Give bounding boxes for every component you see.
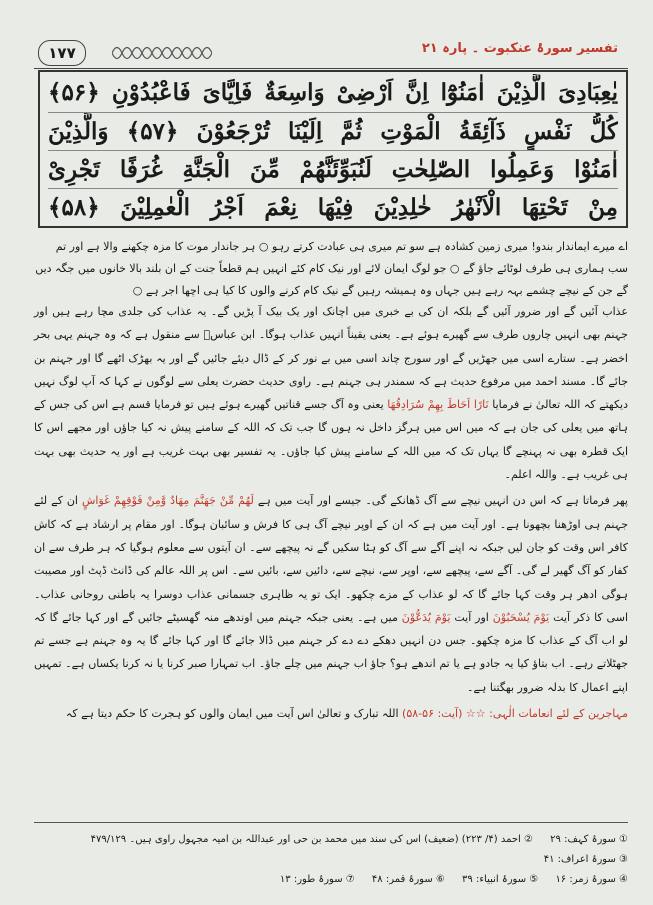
ayah-line: مِنْ تَحْتِهَا الْاَنْهٰرُ خٰلِدِیْنَ فِیْهَا نِعْمَ اَجْرُ الْعٰمِلِیْنَ ﴿۵۸﴾ (48, 188, 618, 227)
ayah-line: اٰمَنُوْا وَعَمِلُوا الصّٰلِحٰتِ لَنُبَوِّئَنَّهُمْ مِّنَ الْجَنَّةِ غُرَفًا تَجْرِیْ (48, 150, 618, 189)
footnote: ③ سورۂ اعراف: ۴۱ (543, 854, 628, 865)
page-number: ۱۷۷ (38, 40, 86, 66)
footnote: ⑤ سورۂ انبیاء: ۳۹ (462, 874, 539, 885)
commentary-paragraph (34, 702, 628, 725)
commentary-text: اور آیت (454, 610, 489, 624)
commentary-text: اللہ تبارک و تعالیٰ اس آیت میں ایمان والوں کو ہجرت کا حکم دیتا ہے کہ (65, 707, 399, 721)
footnote: ⑥ سورۂ قمر: ۴۸ (371, 874, 445, 885)
decorative-border (112, 42, 212, 64)
running-title: تفسیر سورۂ عنکبوت ۔ پارہ ۲۱ (421, 41, 618, 56)
commentary-text: میں ہے۔ یعنی جبکہ جہنم میں اوندھے منہ گھسیٹے جائیں گے اور کہا جائے گا کہ لو اب آگ کے عذاب کا مزہ چکھو۔ جس دن انہیں دھکے دے دے کر جہنم میں ڈالا جائے گا اور کہا جائے گا یہ وہ جہنم ہے جسے تم جھٹلاتے رہے۔ اب بتاؤ کیا یہ جادو ہے یا تم اندھے ہو؟ جاؤ اب جہنم میں چلے جاؤ۔ اب تمہارا صبر کرنا یا نہ کرنا یکساں ہے۔ تمہیں اپنے اعمال کا بدلہ ضرور بھگتنا ہے۔ (34, 610, 628, 694)
footnote-divider (34, 822, 628, 823)
commentary-text: یعنی وہ آگ جسے قناتیں گھیرے ہوئے ہیں تو فرمایا قسم ہے اس کی جس کے ہاتھ میں یعلی کی جان ہے کہ میں اس میں ہرگز داخل نہ ہوں گا جب تک کہ اللہ کے سامنے پیش نہ کیا جاؤں اور مجھے اس کا ایک قطرہ بھی نہ پہنچے گا یہاں تک کہ میں اللہ کے سامنے پیش کیا جاؤں۔ یہ تفسیر بھی بہت غریب ہے اور یہ حدیث بھی بہت ہی غریب ہے۔ واللہ اعلم۔ (34, 398, 628, 482)
quranic-quote: نَارًا اَحَاطَ بِهِمْ سُرَادِقُهَا (387, 398, 489, 412)
commentary-paragraph (34, 300, 628, 486)
footnote-line (34, 870, 628, 890)
footnotes (34, 830, 628, 890)
footnote: ① سورۂ کہف: ۲۹ (550, 834, 628, 845)
verse-translation: اے میرے ایماندار بندو! میری زمین کشادہ ہے سو تم میری ہی عبادت کرتے رہو ○ ہر جاندار موت کا مزہ چکھنے والا ہے اور تم سب ہماری ہی طرف لوٹائے جاؤ گے ○ جو لوگ ایمان لائے اور نیک کام کئے انہیں ہم قطعاً جنت کے ان بلند بالا خانوں میں جگہ دیں گے جن کے نیچے چشمے بہہ رہے ہیں جہاں وہ ہمیشہ رہیں گے نیک کام کرنے والوں کا کیا ہی اچھا اجر ہے ○ (35, 240, 628, 297)
running-header (34, 38, 628, 69)
commentary-body (34, 300, 628, 728)
footnote: ④ سورۂ زمر: ۱۶ (555, 874, 628, 885)
quranic-quote: یَوْمَ یُدَعُّوْنَ (401, 610, 451, 624)
commentary-text: عذاب آئیں گے اور ضرور آئیں گے بلکہ ان کی بے خبری میں اچانک اور یک بیک آ پڑیں گے۔ یہ عذاب کی جلدی مچا رہے ہیں اور جہنم بھی انہیں چاروں طرف سے گھیرے ہوئے ہے۔ یعنی یقیناً انہیں عذاب ہوگا۔ ابن عباسؓ سے منقول ہے کہ وہ جہنم یہی بحر اخضر ہے۔ ستارے اسی میں جھڑیں گے اور سورج چاند اسی میں بے نور کر کے ڈال دیئے جائیں گے اور یہ بھڑک اٹھے گا اور جہنم بن جائے گا۔ مسند احمد میں مرفوع حدیث ہے کہ سمندر ہی جہنم ہے۔ راوی حدیث حضرت یعلی سے لوگوں نے کہا کہ آپ لوگ نہیں دیکھتے کہ اللہ تعالیٰ نے فرمایا (34, 305, 629, 412)
commentary-text: پھر فرماتا ہے کہ اس دن انہیں نیچے سے آگ ڈھانکے گی۔ جیسے اور آیت میں ہے (257, 494, 628, 508)
quran-verse-box (38, 70, 628, 228)
ayah-line: كُلُّ نَفْسٍ ذَآئِقَةُ الْمَوْتِ ثُمَّ اِلَيْنَا تُرْجَعُوْنَ ﴿۵۷﴾ وَالَّذِیْنَ (48, 112, 618, 151)
footnote: ⑦ سورۂ طور: ۱۳ (279, 874, 355, 885)
section-heading: مہاجرین کے لئے انعامات الٰہی: ☆☆ (آیت: ۵۶-۵۸) (402, 707, 628, 721)
footnote-line (34, 830, 628, 870)
commentary-text: ان کے لئے جہنم ہی اوڑھنا بچھونا ہے۔ اور آیت میں ہے کہ ان کے اوپر نیچے آگ ہی کا فرش و سائبان ہوگا۔ اور مقام پر ارشاد ہے کہ کاش کافر اس وقت کو جان لیں جبکہ نہ اپنے آگے سے آگ کو ہٹا سکیں گے نہ پیچھے سے۔ ان آیتوں سے معلوم ہوگیا کہ ہر طرف سے ان کفار کو آگ گھیر لے گی۔ آگے سے، پیچھے سے، اوپر سے، نیچے سے، دائیں سے، بائیں سے۔ اس پر اللہ عالم کی ڈانٹ ڈپٹ اور مصیبت ہوگی ادھر ہر وقت کہا جائے گا کہ لو عذاب کے مزے چکھو۔ ایک تو یہ ظاہری جسمانی عذاب دوسرا یہ باطنی روحانی عذاب۔ اسی کا ذکر آیت (34, 494, 629, 624)
commentary-paragraph (34, 489, 628, 699)
ayah-line: یٰعِبَادِیَ الَّذِیْنَ اٰمَنُوْٓا اِنَّ اَرْضِیْ وَاسِعَةٌ فَاِیَّایَ فَاعْبُدُوْنِ ﴿۵۶﴾ (48, 79, 618, 106)
footnote: ② احمد (۴/ ۲۲۳) (ضعیف) اس کی سند میں محمد بن حی اور عبداللہ بن امیہ مجہول راوی ہیں۔ ۴۷۹/۱۲۹ (90, 834, 533, 845)
quranic-quote: لَهُمْ مِّنْ جَهَنَّمَ مِهَادٌ وَّمِنْ فَوْقِهِمْ غَوَاشٍ (81, 494, 254, 508)
quranic-quote: یَوْمَ یُسْحَبُوْنَ (492, 610, 550, 624)
